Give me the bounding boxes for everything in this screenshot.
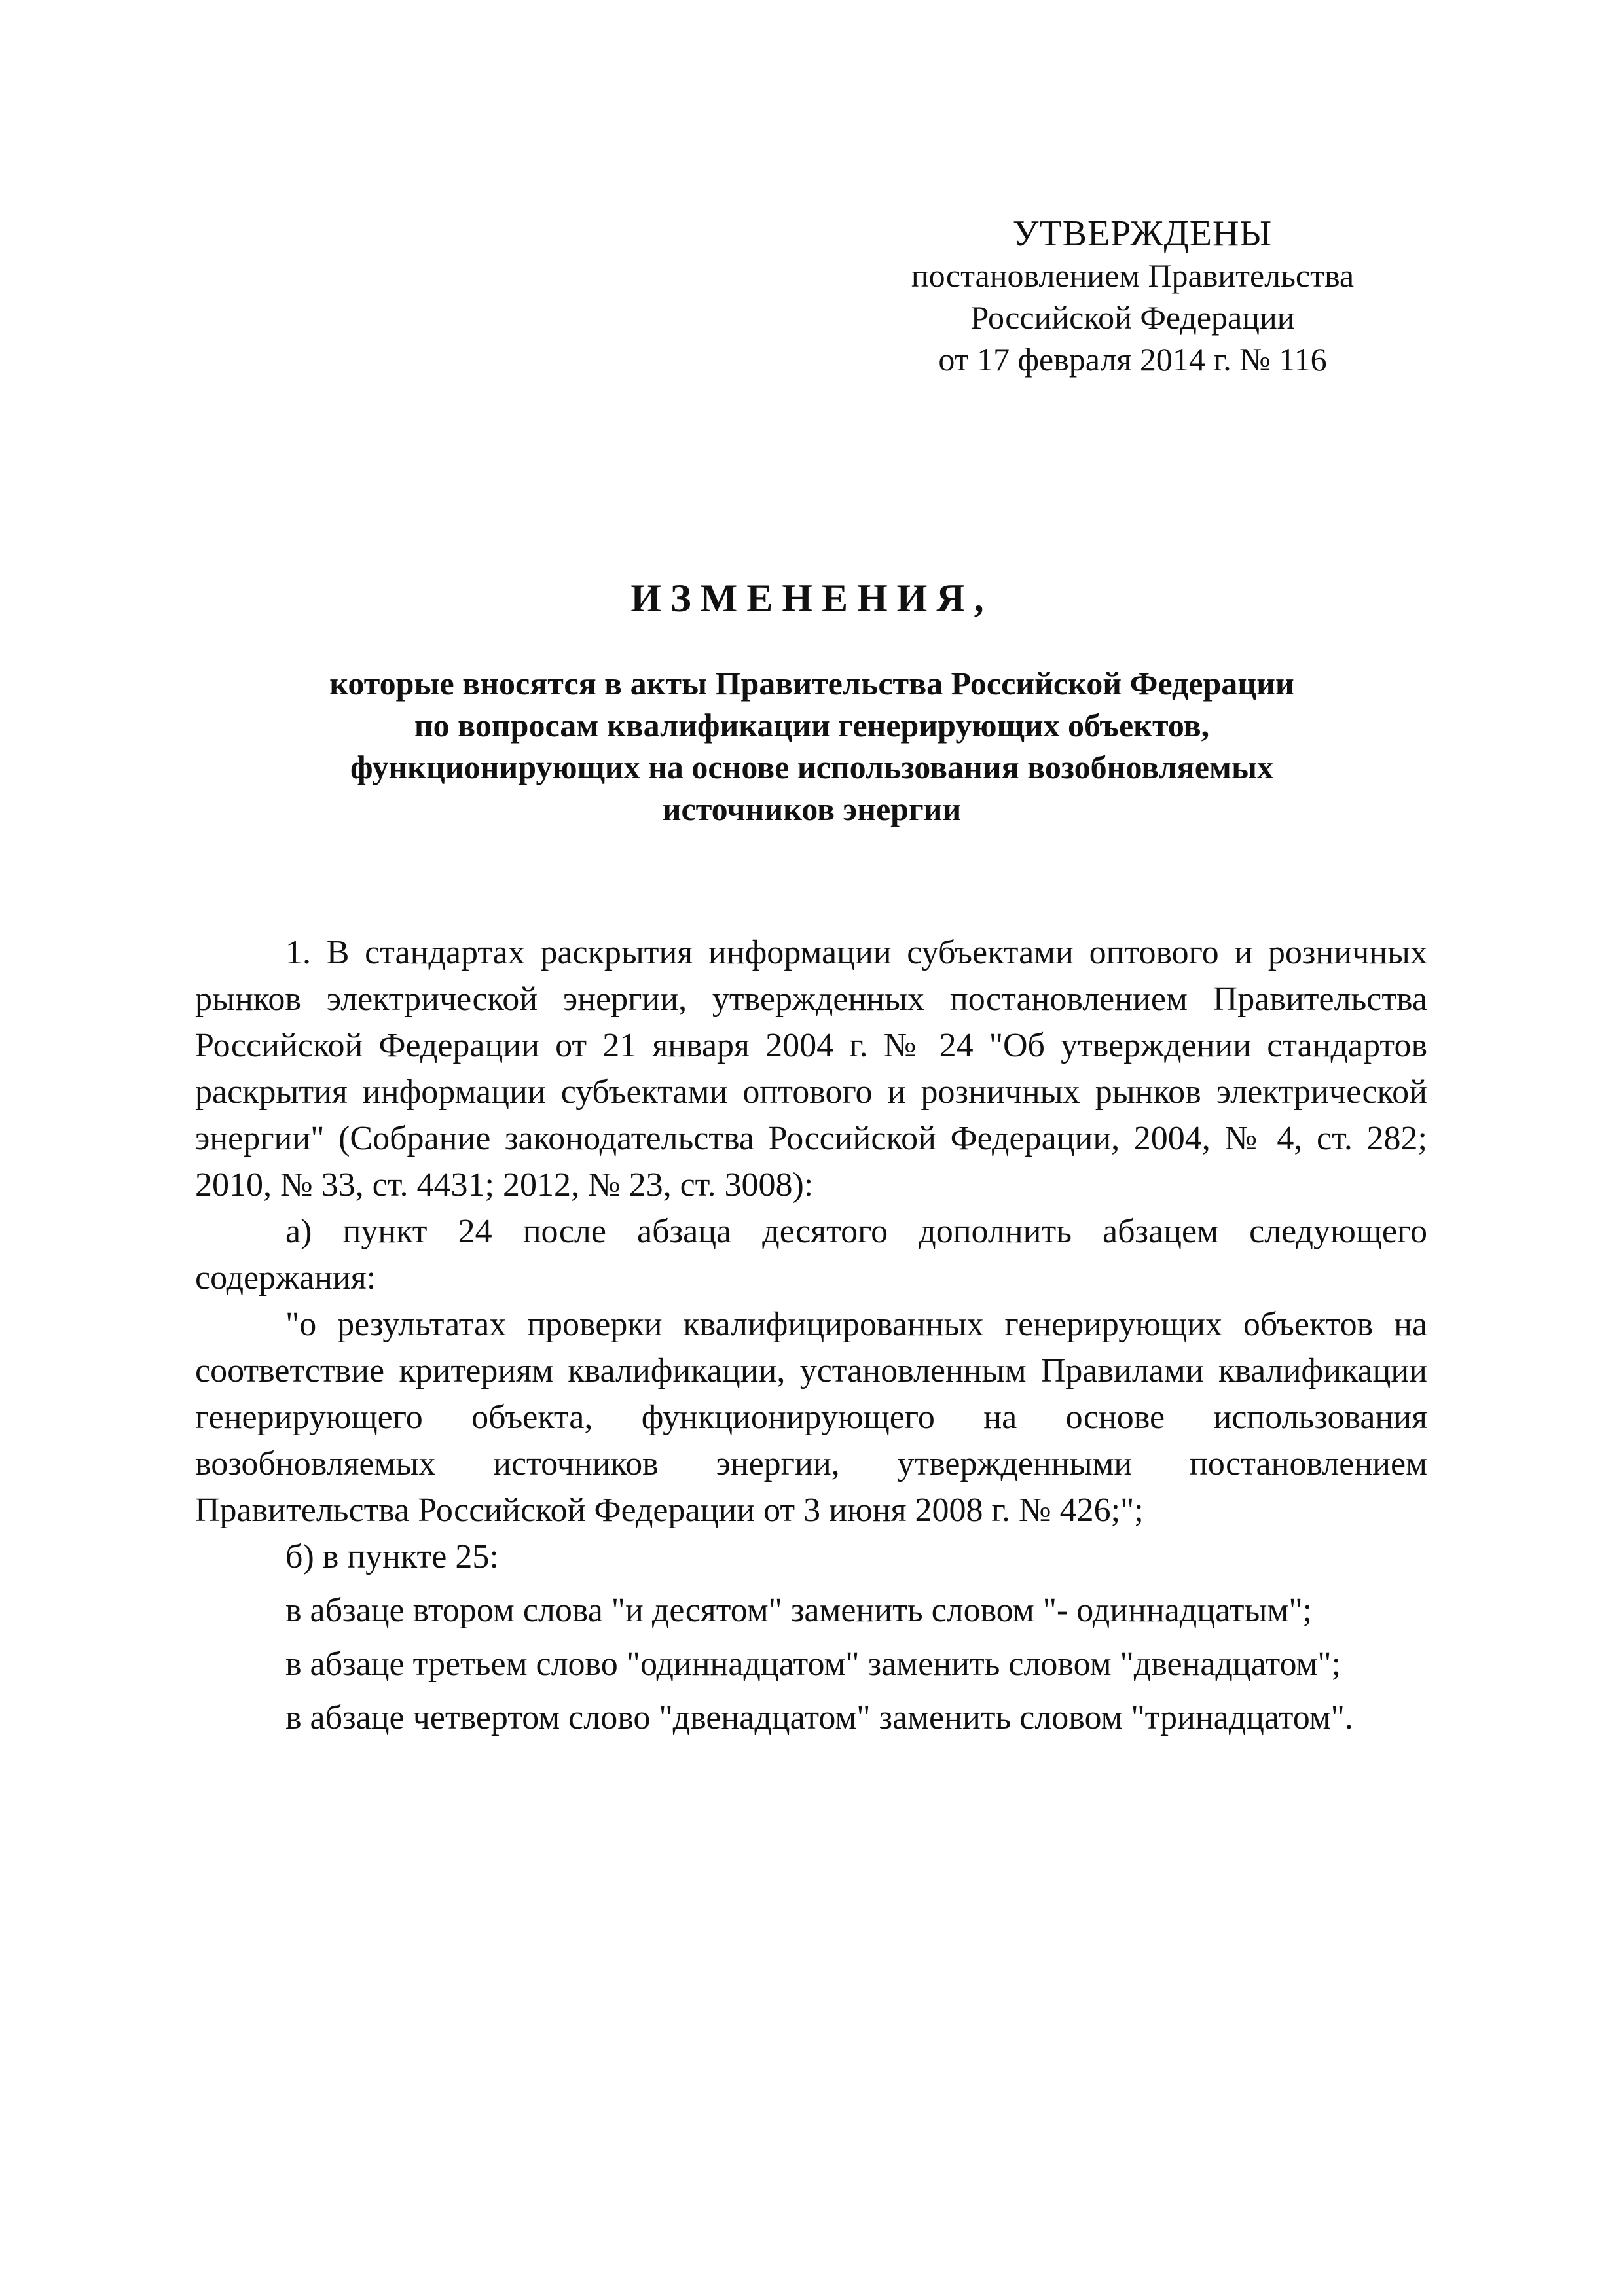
paragraph-2: а) пункт 24 после абзаца десятого дополнить абзацем следующего содержания: — [195, 1213, 1427, 1297]
approval-line-3: от 17 февраля 2014 г. № 116 — [938, 341, 1327, 378]
subtitle-line-3: функционирующих на основе использования возобновляемых — [350, 749, 1273, 785]
paragraph-5: в абзаце втором слова "и десятом" заменить словом "- одиннадцатым"; — [285, 1592, 1313, 1629]
paragraph-7: в абзаце четвертом слово "двенадцатом" заменить словом "тринадцатом". — [285, 1699, 1353, 1736]
subtitle-line-2: по вопросам квалификации генерирующих объектов, — [414, 707, 1210, 744]
paragraph-1: 1. В стандартах раскрытия информации субъектами оптового и розничных рынков электрической энергии, утвержденных постановлением Правительства Российской Федерации от 21 января 2004 г. № 24 "Об утверждении стандартов раскрытия информации субъектами оптового и розничных рынков электрической энергии" (Собрание законодательства Российской Федерации, 2004, № 4, ст. 282; 2010, № 33, ст. 4431; 2012, № 23, ст. 3008): — [195, 934, 1427, 1204]
paragraph-3: "о результатах проверки квалифицированных генерирующих объектов на соответствие критериям квалификации, установленным Правилами квалификации генерирующего объекта, функционирующего на основе использования возобновляемых источников энергии, утвержденными постановлением Правительства Российской Федерации от 3 июня 2008 г. № 426;"; — [195, 1306, 1427, 1529]
document-title: ИЗМЕНЕНИЯ, — [630, 577, 993, 620]
subtitle-line-4: источников энергии — [662, 791, 962, 827]
approval-line-2: Российской Федерации — [970, 299, 1295, 336]
subtitle-line-1: которые вносятся в акты Правительства Российской Федерации — [329, 665, 1294, 702]
paragraph-4: б) в пункте 25: — [285, 1538, 499, 1575]
document-body — [195, 929, 1427, 1741]
document-subtitle — [210, 662, 1414, 830]
approval-block — [851, 213, 1414, 380]
approval-line-1: постановлением Правительства — [911, 257, 1355, 294]
approval-label: УТВЕРЖДЕНЫ — [1012, 213, 1273, 254]
paragraph-6: в абзаце третьем слово "одиннадцатом" заменить словом "двенадцатом"; — [285, 1645, 1341, 1683]
